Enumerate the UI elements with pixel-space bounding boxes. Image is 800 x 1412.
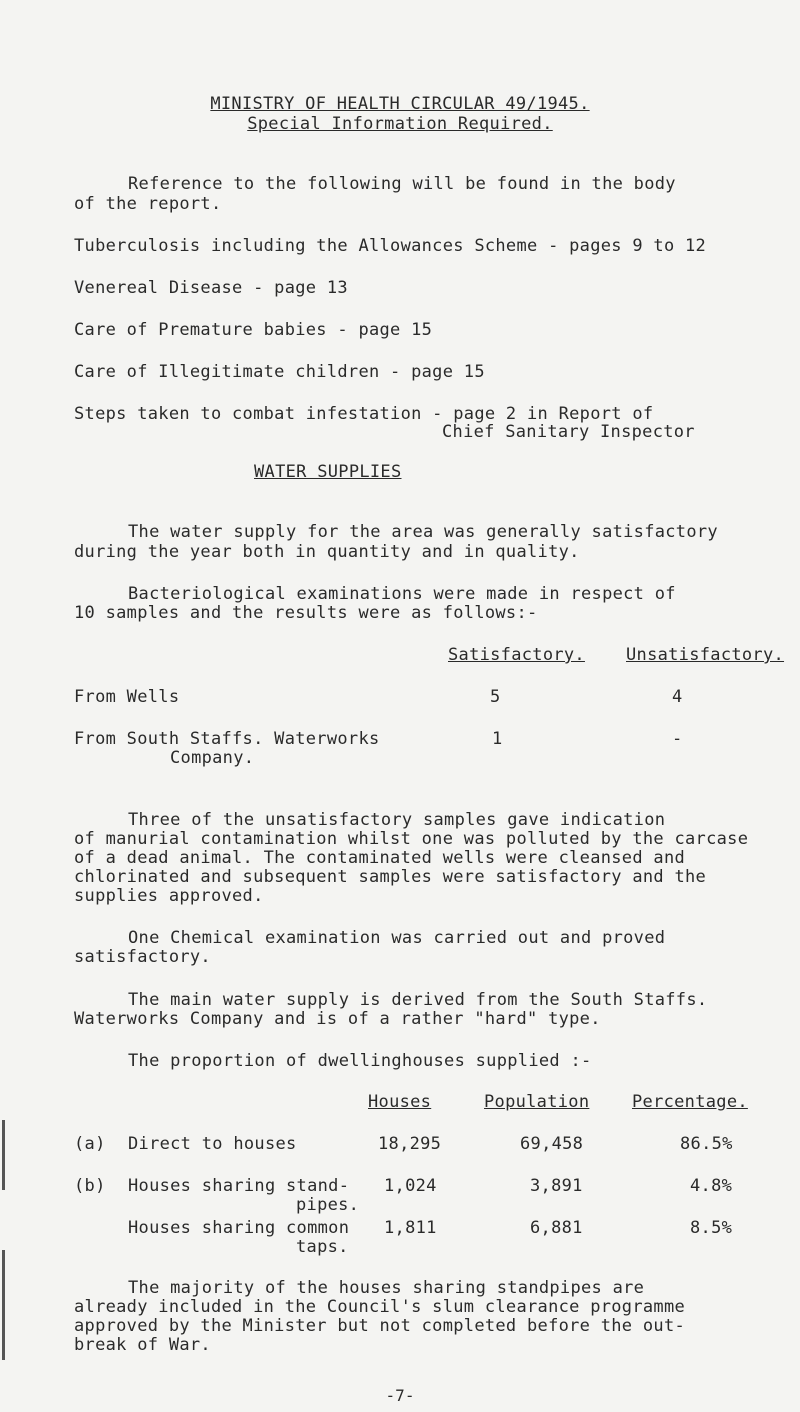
dwelling-houses: 18,295 — [378, 1134, 442, 1154]
margin-mark — [2, 1250, 5, 1360]
paragraph-line: approved by the Minister but not completed before the out- — [74, 1316, 686, 1336]
dwelling-desc: Houses sharing stand- — [128, 1176, 350, 1196]
reference-item: Care of Premature babies - page 15 — [74, 320, 433, 340]
paragraph-line: during the year both in quantity and in quality. — [74, 542, 580, 562]
intro-line: Reference to the following will be found in the body — [128, 174, 676, 194]
paragraph-line: 10 samples and the results were as follows:- — [74, 603, 538, 623]
dwelling-houses: 1,811 — [384, 1218, 437, 1238]
dwelling-percentage: 4.8% — [690, 1176, 733, 1196]
sample-satisfactory: 5 — [490, 687, 501, 707]
paragraph-line: already included in the Council's slum clearance programme — [74, 1297, 686, 1317]
dwelling-label: (a) — [74, 1134, 106, 1154]
dwelling-population: 69,458 — [520, 1134, 584, 1154]
paragraph-line: chlorinated and subsequent samples were satisfactory and the — [74, 867, 707, 887]
paragraph-line: One Chemical examination was carried out and proved — [128, 928, 666, 948]
paragraph-line: Three of the unsatisfactory samples gave indication — [128, 810, 666, 830]
sample-satisfactory: 1 — [492, 729, 503, 749]
section-heading: WATER SUPPLIES — [254, 462, 402, 482]
dwelling-population: 6,881 — [530, 1218, 583, 1238]
dwelling-desc: Houses sharing common — [128, 1218, 350, 1238]
samples-col-satisfactory: Satisfactory. — [448, 645, 585, 665]
intro-line-cont: of the report. — [74, 194, 222, 214]
paragraph-line: Waterworks Company and is of a rather "hard" type. — [74, 1009, 601, 1029]
dwelling-desc: Direct to houses — [128, 1134, 297, 1154]
sample-unsatisfactory: 4 — [672, 687, 683, 707]
reference-item: Venereal Disease - page 13 — [74, 278, 348, 298]
reference-item: Tuberculosis including the Allowances Scheme - pages 9 to 12 — [74, 236, 707, 256]
sample-unsatisfactory: - — [672, 729, 683, 749]
circular-title: MINISTRY OF HEALTH CIRCULAR 49/1945. — [210, 94, 590, 114]
reference-item: Care of Illegitimate children - page 15 — [74, 362, 485, 382]
dwellings-col-houses: Houses — [368, 1092, 432, 1112]
paragraph-line: Bacteriological examinations were made in respect of — [128, 584, 676, 604]
dwellings-col-population: Population — [484, 1092, 590, 1112]
page-number: -7- — [385, 1386, 415, 1405]
reference-item: Steps taken to combat infestation - page 2 in Report of — [74, 404, 654, 424]
dwelling-desc-cont: taps. — [296, 1237, 349, 1257]
paragraph-line: of a dead animal. The contaminated wells were cleansed and — [74, 848, 686, 868]
reference-item-cont: Chief Sanitary Inspector — [442, 422, 695, 442]
sample-source: From South Staffs. Waterworks — [74, 729, 380, 749]
paragraph-line: The proportion of dwellinghouses supplied :- — [128, 1051, 592, 1071]
paragraph-line: supplies approved. — [74, 886, 264, 906]
dwellings-col-percentage: Percentage. — [632, 1092, 748, 1112]
paragraph-line: of manurial contamination whilst one was polluted by the carcase — [74, 829, 749, 849]
dwelling-population: 3,891 — [530, 1176, 583, 1196]
sample-source: From Wells — [74, 687, 180, 707]
margin-mark — [2, 1120, 5, 1190]
dwelling-percentage: 8.5% — [690, 1218, 733, 1238]
sample-source-cont: Company. — [170, 748, 255, 768]
paragraph-line: The water supply for the area was generally satisfactory — [128, 522, 718, 542]
paragraph-line: The majority of the houses sharing standpipes are — [128, 1278, 645, 1298]
dwelling-label: (b) — [74, 1176, 106, 1196]
paragraph-line: The main water supply is derived from the South Staffs. — [128, 990, 708, 1010]
dwelling-houses: 1,024 — [384, 1176, 437, 1196]
dwelling-percentage: 86.5% — [680, 1134, 733, 1154]
dwelling-desc-cont: pipes. — [296, 1195, 360, 1215]
paragraph-line: break of War. — [74, 1335, 211, 1355]
circular-subtitle: Special Information Required. — [247, 114, 553, 134]
samples-col-unsatisfactory: Unsatisfactory. — [626, 645, 785, 665]
paragraph-line: satisfactory. — [74, 947, 211, 967]
